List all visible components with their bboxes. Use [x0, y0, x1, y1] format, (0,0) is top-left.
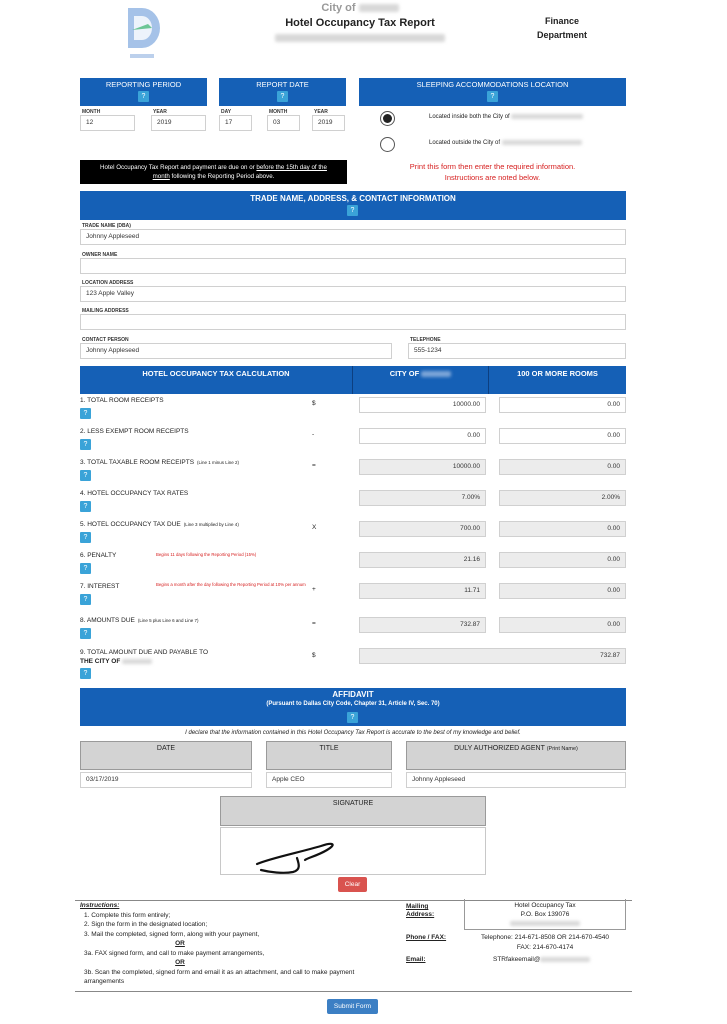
city-prefix: City of: [321, 2, 356, 14]
calc-row-label-text: 1. TOTAL ROOM RECEIPTS: [80, 397, 164, 404]
telephone-input[interactable]: 555-1234: [408, 343, 626, 359]
owner-name-input[interactable]: [80, 258, 626, 274]
mailing-address-label: MAILING ADDRESS: [82, 308, 129, 314]
calc-row-rooms-value: 0.00: [499, 583, 626, 599]
affidavit-help-button[interactable]: ?: [347, 712, 358, 723]
mailing-address-heading: Mailing Address:: [406, 903, 435, 918]
outside-city-label: Located outside the City of: [429, 140, 582, 146]
calc-row-city-value: 10000.00: [359, 459, 486, 475]
phone-fax-heading: Phone / FAX:: [406, 934, 447, 941]
location-address-label: LOCATION ADDRESS: [82, 280, 134, 286]
total-due-op: $: [312, 652, 316, 659]
sleeping-location-header: SLEEPING ACCOMMODATIONS LOCATION ?: [359, 78, 626, 106]
calc-row-city-value: 7.00%: [359, 490, 486, 506]
calc-row-label: [80, 490, 310, 497]
calc-row-rooms-value: 0.00: [499, 617, 626, 633]
calc-row-operator: X: [312, 524, 317, 531]
calc-row-label-text: 4. HOTEL OCCUPANCY TAX RATES: [80, 490, 189, 497]
calc-row-note: (Line 1 minus Line 2): [197, 460, 240, 465]
calc-row-note: (Line 5 plus Line 6 and Line 7): [137, 618, 199, 623]
inside-city-label: Located inside both the City of: [429, 114, 583, 120]
inside-city-radio[interactable]: [380, 111, 395, 126]
calc-title: HOTEL OCCUPANCY TAX CALCULATION: [142, 369, 290, 378]
phone-fax-values: Telephone: 214-671-8508 OR 214-670-4540 FAX: 214-670-4174: [481, 934, 609, 951]
mailing-address-input[interactable]: [80, 314, 626, 330]
calc-row-city-value: 700.00: [359, 521, 486, 537]
redacted-email-domain: [540, 957, 590, 962]
col-100-rooms: 100 OR MORE ROOMS: [517, 369, 598, 378]
instructions-bottom-border: [75, 991, 632, 992]
redacted-city-col: [421, 371, 451, 377]
calc-row-help-button[interactable]: ?: [80, 408, 91, 419]
instructions: Instructions: 1. Complete this form entirely; 2. Sign the form in the designated location; 3. Mail the completed, signed form, along with your payment, OR 3a. FAX signed form, and call to make payment arrangements, OR 3b. Scan the completed, signed form and email it as an attachment, and call to make payment arrangements: [80, 901, 380, 987]
calc-row-label-text: 5. HOTEL OCCUPANCY TAX DUE: [80, 521, 181, 528]
total-due-value: 732.87: [359, 648, 626, 664]
calc-row-operator: =: [312, 462, 316, 469]
affidavit-title-input[interactable]: Apple CEO: [266, 772, 392, 788]
mailing-address-box: Hotel Occupancy Tax P.O. Box 139076: [464, 899, 626, 930]
calc-row-label: [80, 521, 310, 528]
email-value[interactable]: STRfakeemail@: [493, 955, 590, 965]
calc-row-operator: +: [312, 586, 316, 593]
calc-row-label: [80, 617, 310, 624]
calc-row-city-value[interactable]: 10000.00: [359, 397, 486, 413]
calc-row-help-button[interactable]: ?: [80, 594, 91, 605]
instructions-heading: Instructions:: [80, 902, 120, 909]
calc-row-city-value: 11.71: [359, 583, 486, 599]
sleeping-location-help-button[interactable]: ?: [487, 91, 498, 102]
reporting-period-header: REPORTING PERIOD ?: [80, 78, 207, 106]
calc-row-label-text: 2. LESS EXEMPT ROOM RECEIPTS: [80, 428, 189, 435]
month-label: MONTH: [82, 109, 101, 115]
calc-row-note: Begins a month after the day following the Reporting Period at 10% per annum: [156, 582, 306, 587]
calc-row-label: [80, 459, 310, 466]
calc-row-rooms-value[interactable]: 0.00: [499, 397, 626, 413]
contact-person-input[interactable]: Johnny Appleseed: [80, 343, 392, 359]
year-label: YEAR: [153, 109, 167, 115]
redacted-subtitle: [240, 34, 480, 42]
calc-row-rooms-value: 0.00: [499, 459, 626, 475]
date-header: DATE: [80, 741, 252, 770]
calc-row-label-text: 7. INTEREST: [80, 583, 120, 590]
day-label: DAY: [221, 109, 232, 115]
email-heading: Email:: [406, 956, 426, 963]
signature-header: SIGNATURE: [220, 796, 486, 826]
calc-row-help-button[interactable]: ?: [80, 628, 91, 639]
calc-row-operator: =: [312, 620, 316, 627]
signature-pad[interactable]: [220, 827, 486, 875]
calc-row-label: [80, 552, 310, 559]
submit-form-button[interactable]: Submit Form: [327, 999, 378, 1014]
calc-row-rooms-value: 0.00: [499, 521, 626, 537]
affidavit-date-input[interactable]: 03/17/2019: [80, 772, 252, 788]
calc-row-label: [80, 397, 310, 404]
city-title: [240, 2, 480, 14]
trade-name-label: TRADE NAME (DBA): [82, 223, 131, 229]
agent-header: DULY AUTHORIZED AGENT (Print Name): [406, 741, 626, 770]
report-day-input[interactable]: 17: [219, 115, 252, 131]
calc-row-note: Begins 11 days following the Reporting Period (15%): [156, 552, 257, 557]
calc-row-label: [80, 428, 310, 435]
calc-row-label-text: 6. PENALTY: [80, 552, 117, 559]
calc-row-help-button[interactable]: ?: [80, 532, 91, 543]
due-date-notice: Hotel Occupancy Tax Report and payment are due on or before the 15th day of the month following the Reporting Period above.: [80, 160, 347, 184]
report-year-input[interactable]: 2019: [312, 115, 345, 131]
calc-row-operator: $: [312, 400, 316, 407]
col-city-of: CITY OF: [353, 369, 488, 378]
affidavit-declaration: I declare that the information contained in this Hotel Occupancy Tax Report is accurate to the best of my knowledge and belief.: [185, 730, 521, 736]
title-header: TITLE: [266, 741, 392, 770]
date-month-label: MONTH: [269, 109, 288, 115]
calc-row-city-value[interactable]: 0.00: [359, 428, 486, 444]
redacted-city-name: [359, 4, 399, 12]
date-year-label: YEAR: [314, 109, 328, 115]
calc-row-note: (Line 3 multiplied by Line 4): [183, 522, 239, 527]
reporting-month-input[interactable]: 12: [80, 115, 135, 131]
calc-row-rooms-value: 2.00%: [499, 490, 626, 506]
total-due-help-button[interactable]: ?: [80, 668, 91, 679]
redacted-inside-city: [511, 114, 583, 119]
outside-city-radio[interactable]: [380, 137, 395, 152]
redacted-outside-city: [502, 140, 582, 145]
trade-name-input[interactable]: Johnny Appleseed: [80, 229, 626, 245]
trade-section-header: TRADE NAME, ADDRESS, & CONTACT INFORMATION ?: [80, 191, 626, 220]
location-address-input[interactable]: 123 Apple Valley: [80, 286, 626, 302]
calc-row-label: [80, 583, 310, 590]
calc-row-rooms-value: 0.00: [499, 552, 626, 568]
calc-row-operator: -: [312, 431, 315, 438]
calc-row-label-text: 3. TOTAL TAXABLE ROOM RECEIPTS: [80, 459, 195, 466]
telephone-label: TELEPHONE: [410, 337, 441, 343]
clear-signature-button[interactable]: Clear: [338, 877, 367, 892]
reporting-period-help-button[interactable]: ?: [138, 91, 149, 102]
owner-name-label: OWNER NAME: [82, 252, 118, 258]
report-date-help-button[interactable]: ?: [277, 91, 288, 102]
calc-row-help-button[interactable]: ?: [80, 563, 91, 574]
calc-row-label-text: 8. AMOUNTS DUE: [80, 617, 135, 624]
calc-row-city-value: 732.87: [359, 617, 486, 633]
calc-row-rooms-value[interactable]: 0.00: [499, 428, 626, 444]
signature-drawing: [221, 828, 487, 876]
calc-row-help-button[interactable]: ?: [80, 439, 91, 450]
reporting-year-input[interactable]: 2019: [151, 115, 206, 131]
print-notice: Print this form then enter the required information. Instructions are noted below.: [409, 162, 576, 182]
city-logo: [118, 4, 166, 64]
contact-person-label: CONTACT PERSON: [82, 337, 129, 343]
report-date-header: REPORT DATE ?: [219, 78, 346, 106]
calc-row-city-value: 21.16: [359, 552, 486, 568]
trade-help-button[interactable]: ?: [347, 205, 358, 216]
affidavit-header: AFFIDAVIT (Pursuant to Dallas City Code, Chapter 31, Article IV, Sec. 70) ?: [80, 688, 626, 726]
calc-row-help-button[interactable]: ?: [80, 501, 91, 512]
report-month-input[interactable]: 03: [267, 115, 300, 131]
calc-row-help-button[interactable]: ?: [80, 470, 91, 481]
total-due-label: 9. TOTAL AMOUNT DUE AND PAYABLE TO THE CITY OF: [80, 649, 208, 665]
department-name: Finance Department: [536, 16, 587, 40]
page-title: Hotel Occupancy Tax Report: [285, 17, 435, 29]
city-logo-icon: [118, 4, 166, 64]
calc-header: [80, 366, 626, 394]
affidavit-agent-input[interactable]: Johnny Appleseed: [406, 772, 626, 788]
